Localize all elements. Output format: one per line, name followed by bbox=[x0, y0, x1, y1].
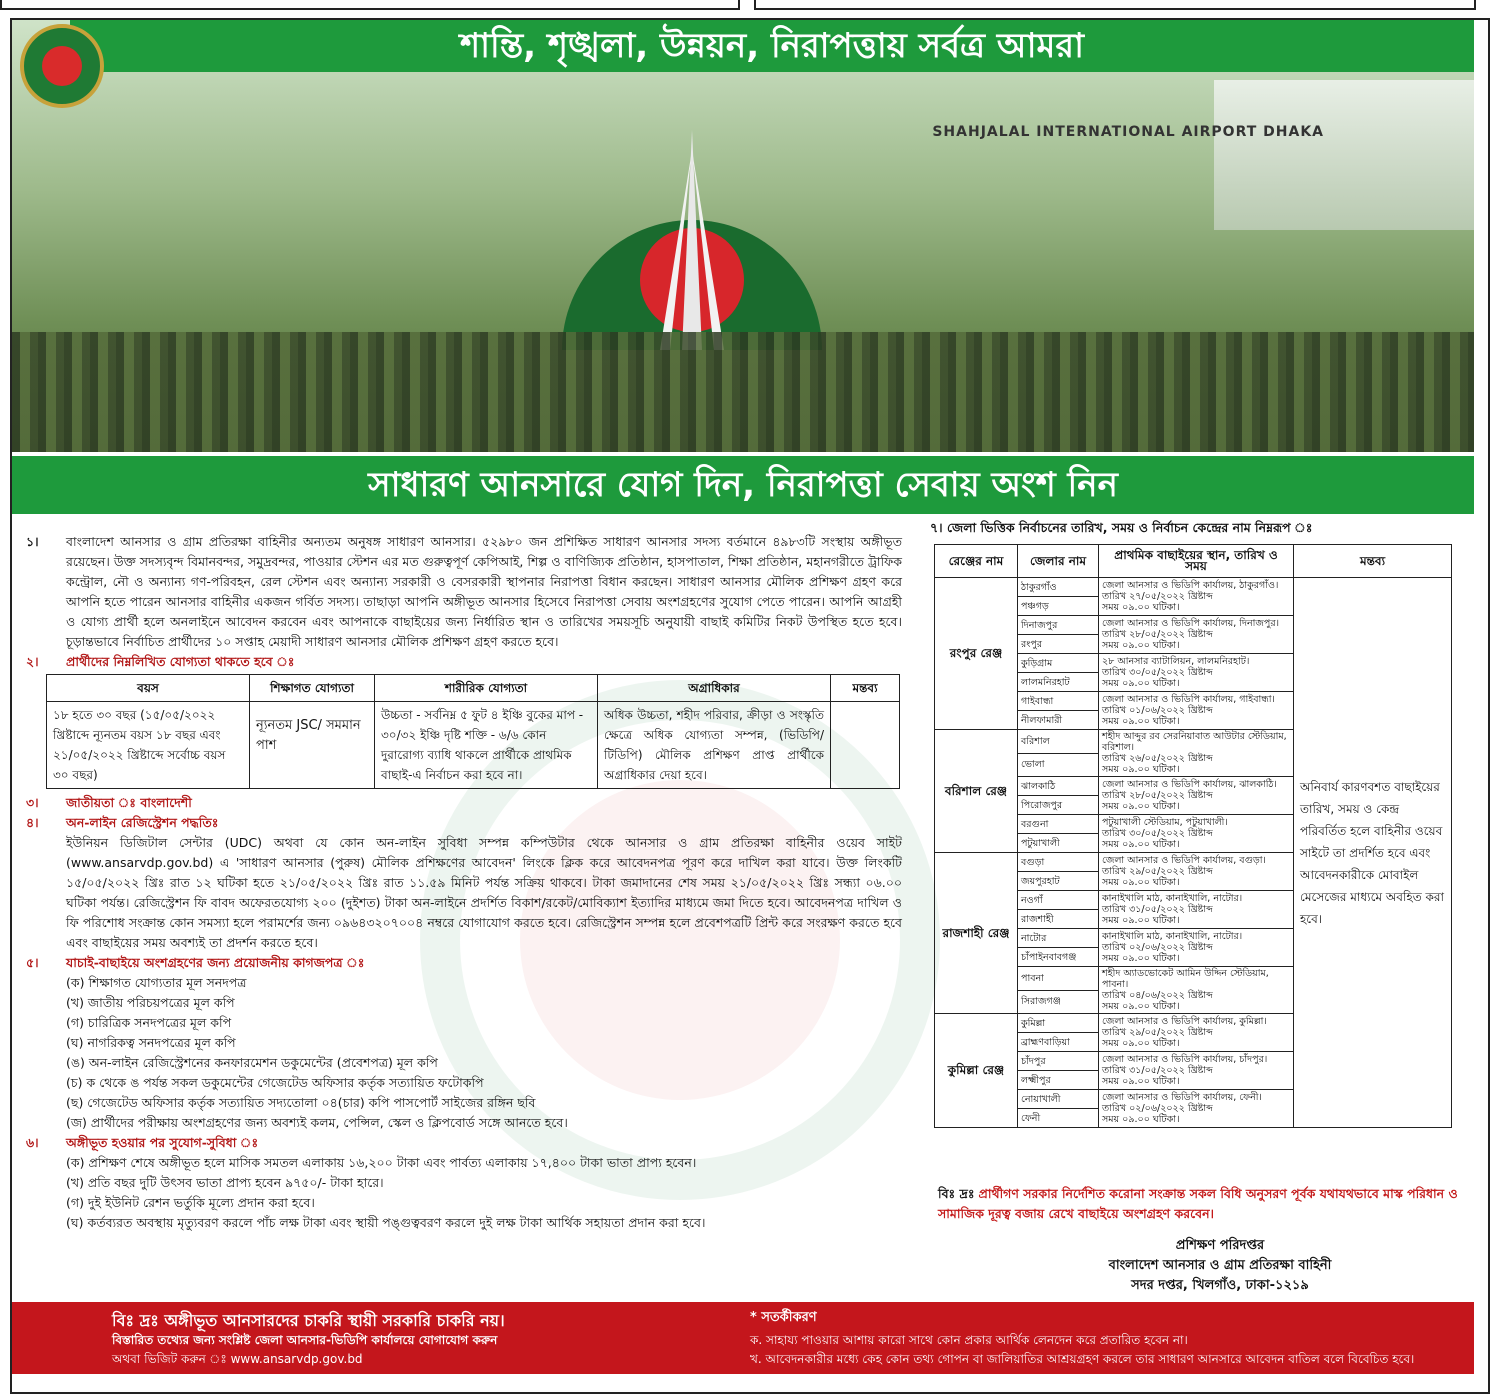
footer-contact: বিস্তারিত তথ্যের জন্য সংশ্লিষ্ট জেলা আনসার-ভিডিপি কার্যালয়ে যোগাযোগ করুন bbox=[112, 1333, 498, 1347]
schedule-remark: অনিবার্য কারণবশত বাছাইয়ের তারিখ, সময় ও কেন্দ্র পরিবর্তিত হলে বাহিনীর ওয়েব সাইটে তা প্রদর্শিত হবে এবং আবেদনকারীকে মোবাইল মেসেজের মাধ্যমে অবহিত করা হবে। bbox=[1294, 578, 1452, 1128]
col-range: রেঞ্জের নাম bbox=[935, 545, 1018, 578]
note-text: প্রার্থীগণ সরকার নির্দেশিত করোনা সংক্রান্ত সকল বিধি অনুসরণ পূর্বক যথাযথভাবে মাস্ক পরিধান ও সামাজিক দূরত্ব বজায় রেখে বাছাইয়ে অংশগ্রহণ করবেন। bbox=[938, 1186, 1458, 1221]
selection-venue bbox=[1099, 815, 1294, 853]
hero-image bbox=[12, 20, 1474, 452]
district-name: কুড়িগ্রাম bbox=[1018, 654, 1099, 673]
district-name: জয়পুরহাট bbox=[1018, 872, 1099, 891]
venue-date: তারিখ ৩১/০৫/২০২২ খ্রিষ্টাব্দ bbox=[1102, 904, 1213, 915]
venue-date: তারিখ ২৭/০৫/২০২২ খ্রিষ্টাব্দ bbox=[1102, 591, 1213, 602]
district-name: নাটোর bbox=[1018, 929, 1099, 948]
venue-time: সময় ০৯.০০ ঘটিকা। bbox=[1102, 678, 1180, 689]
section-5-heading bbox=[22, 953, 902, 973]
col-priority: অগ্রাধিকার bbox=[598, 675, 831, 702]
venue-date: তারিখ ২৯/০৫/২০২২ খ্রিষ্টাব্দ bbox=[1102, 1027, 1213, 1038]
district-name: পাবনা bbox=[1018, 967, 1099, 991]
signature-line-1: প্রশিক্ষণ পরিদপ্তর bbox=[1175, 1238, 1265, 1253]
range-name: রাজশাহী রেঞ্জ bbox=[935, 853, 1018, 1014]
selection-venue bbox=[1099, 692, 1294, 730]
district-name: নওগাঁ bbox=[1018, 891, 1099, 910]
selection-venue bbox=[1099, 777, 1294, 815]
section-3 bbox=[22, 793, 902, 813]
section-6-number: ৬। bbox=[26, 1135, 39, 1150]
venue-place: কানাইখালি মাঠ, কানাইখালি, নাটোর। bbox=[1102, 931, 1243, 942]
district-name: পঞ্চগড় bbox=[1018, 597, 1099, 616]
venue-place: কানাইখালি মাঠ, কানাইখালি, নাটোর। bbox=[1102, 893, 1243, 904]
venue-date: তারিখ ২৬/০৫/২০২২ খ্রিষ্টাব্দ bbox=[1102, 753, 1213, 764]
venue-date: তারিখ ৩০/০৫/২০২২ খ্রিষ্টাব্দ bbox=[1102, 667, 1213, 678]
selection-venue bbox=[1099, 853, 1294, 891]
venue-time: সময় ০৯.০০ ঘটিকা। bbox=[1102, 877, 1180, 888]
right-column bbox=[930, 520, 1466, 1128]
district-name: চাঁপাইনবাবগঞ্জ bbox=[1018, 948, 1099, 967]
selection-venue bbox=[1099, 967, 1294, 1014]
section-1-number: ১। bbox=[26, 534, 39, 549]
section-4-body bbox=[22, 833, 902, 953]
col-education: শিক্ষাগত যোগ্যতা bbox=[250, 675, 375, 702]
list-item: (ঘ) নাগরিকত্ব সনদপত্রের মূল কপি bbox=[66, 1035, 236, 1050]
district-name: চাঁদপুর bbox=[1018, 1052, 1099, 1071]
schedule-title: ৭। জেলা ভিত্তিক নির্বাচনের তারিখ, সময় ও নির্বাচন কেন্দ্রের নাম নিম্নরূপ ঃ bbox=[930, 520, 1313, 535]
venue-time: সময় ০৯.০০ ঘটিকা। bbox=[1102, 764, 1180, 775]
venue-place: শহীদ আব্দুর রব সেরনিয়াবাত আউটার স্টেডিয়াম, বরিশাল। bbox=[1102, 731, 1287, 753]
selection-venue bbox=[1099, 654, 1294, 692]
signature-line-2: বাংলাদেশ আনসার ও গ্রাম প্রতিরক্ষা বাহিনী bbox=[1108, 1258, 1332, 1273]
warning-title: * সতর্কীকরণ bbox=[750, 1310, 817, 1325]
physical-cell: উচ্চতা - সর্বনিম্ন ৫ ফুট ৪ ইঞ্চি বুকের মাপ - ৩০/৩২ ইঞ্চি দৃষ্টি শক্তি - ৬/৬ কোন দুরারোগ্য ব্যাধি থাকলে প্রার্থীকে প্রাথমিক বাছাই-এ নির্বাচন করা হবে না। bbox=[375, 702, 598, 789]
signature-line-3: সদর দপ্তর, খিলগাঁও, ঢাকা-১২১৯ bbox=[1131, 1278, 1309, 1293]
section-2-heading bbox=[22, 652, 902, 672]
venue-date: তারিখ ০১/০৬/২০২২ খ্রিষ্টাব্দ bbox=[1102, 705, 1213, 716]
venue-time: সময় ০৯.০০ ঘটিকা। bbox=[1102, 1001, 1180, 1012]
section-2-number: ২। bbox=[26, 654, 39, 669]
qualification-table bbox=[46, 674, 900, 789]
venue-place: জেলা আনসার ও ভিডিপি কার্যালয়, বগুড়া। bbox=[1102, 855, 1266, 866]
district-name: ব্রাহ্মণবাড়িয়া bbox=[1018, 1033, 1099, 1052]
venue-place: জেলা আনসার ও ভিডিপি কার্যালয়, ঝালকাঠি। bbox=[1102, 779, 1277, 790]
list-item: (ঙ) অন-লাইন রেজিস্ট্রেশনের কনফারমেশন ডকুমেন্টের (প্রবেশপত্র) মূল কপি bbox=[66, 1055, 438, 1070]
selection-venue bbox=[1099, 1014, 1294, 1052]
district-name: রংপুর bbox=[1018, 635, 1099, 654]
section-4-heading bbox=[22, 813, 902, 833]
venue-place: শহীদ অ্যাডভোকেট আমিন উদ্দিন স্টেডিয়াম, পাবনা। bbox=[1102, 968, 1269, 990]
venue-time: সময় ০৯.০০ ঘটিকা। bbox=[1102, 640, 1180, 651]
airport-sign: SHAHJALAL INTERNATIONAL AIRPORT DHAKA bbox=[932, 124, 1324, 140]
col-district: জেলার নাম bbox=[1018, 545, 1099, 578]
venue-time: সময় ০৯.০০ ঘটিকা। bbox=[1102, 1076, 1180, 1087]
selection-venue bbox=[1099, 1052, 1294, 1090]
benefits-list bbox=[22, 1153, 902, 1233]
selection-venue bbox=[1099, 616, 1294, 654]
venue-place: ২৮ আনসার ব্যাটালিয়ন, লালমনিরহাট। bbox=[1102, 656, 1250, 667]
list-item: (ছ) গেজেটেড অফিসার কর্তৃক সত্যায়িত সদ্যতোলা ০৪(চার) কপি পাসপোর্ট সাইজের রঙ্গিন ছবি bbox=[66, 1095, 536, 1110]
national-monument-illustration bbox=[542, 130, 842, 350]
venue-date: তারিখ ২৮/০৫/২০২২ খ্রিষ্টাব্দ bbox=[1102, 790, 1213, 801]
district-name: বরিশাল bbox=[1018, 730, 1099, 754]
signature-block bbox=[1070, 1236, 1370, 1296]
left-column bbox=[22, 532, 902, 1233]
district-name: দিনাজপুর bbox=[1018, 616, 1099, 635]
list-item: (জ) প্রার্থীদের পরীক্ষায় অংশগ্রহণের জন্য অবশ্যই কলম, পেন্সিল, স্কেল ও ক্লিপবোর্ড সঙ্গে আনতে হবে। bbox=[66, 1115, 568, 1130]
range-name: কুমিল্লা রেঞ্জ bbox=[935, 1014, 1018, 1128]
list-item: (চ) ক থেকে ঙ পর্যন্ত সকল ডকুমেন্টের গেজেটেড অফিসার কর্তৃক সত্যায়িত ফটোকপি bbox=[66, 1075, 484, 1090]
venue-time: সময় ০৯.০০ ঘটিকা। bbox=[1102, 1114, 1180, 1125]
district-name: ঝালকাঠি bbox=[1018, 777, 1099, 796]
selection-venue bbox=[1099, 730, 1294, 777]
warning-item-1: ক. সাহায্য পাওয়ার আশায় কারো সাথে কোন প্রকার আর্থিক লেনদেন করে প্রতারিত হবেন না। bbox=[750, 1333, 1188, 1347]
selection-venue bbox=[1099, 891, 1294, 929]
venue-place: জেলা আনসার ও ভিডিপি কার্যালয়, গাইবান্ধা। bbox=[1102, 694, 1275, 705]
section-5-title: যাচাই-বাছাইয়ে অংশগ্রহণের জন্য প্রয়োজনীয় কাগজপত্র ঃ bbox=[66, 955, 365, 970]
list-item: (ঘ) কর্তব্যরত অবস্থায় মৃত্যুবরণ করলে পাঁচ লক্ষ টাকা এবং স্থায়ী পঙ্গুত্ববরণ করলে দুই লক্ষ টাকা আর্থিক সহায়তা প্রদান করা হবে। bbox=[66, 1215, 706, 1230]
venue-date: তারিখ ৩১/০৫/২০২২ খ্রিষ্টাব্দ bbox=[1102, 1065, 1213, 1076]
remark-cell bbox=[831, 702, 900, 789]
section-6-title: অঙ্গীভূত হওয়ার পর সুযোগ-সুবিধা ঃ bbox=[66, 1135, 259, 1150]
selection-venue bbox=[1099, 1090, 1294, 1128]
venue-date: তারিখ ০৪/০৬/২০২২ খ্রিষ্টাব্দ bbox=[1102, 990, 1213, 1001]
venue-date: তারিখ ৩০/০৫/২০২২ খ্রিষ্টাব্দ bbox=[1102, 828, 1213, 839]
list-item: (গ) চারিত্রিক সনদপত্রের মূল কপি bbox=[66, 1015, 232, 1030]
col-place: প্রাথমিক বাছাইয়ের স্থান, তারিখ ও সময় bbox=[1099, 545, 1294, 578]
venue-place: জেলা আনসার ও ভিডিপি কার্যালয়, কুমিল্লা। bbox=[1102, 1016, 1267, 1027]
venue-place: জেলা আনসার ও ভিডিপি কার্যালয়, চাঁদপুর। bbox=[1102, 1054, 1268, 1065]
venue-time: সময় ০৯.০০ ঘটিকা। bbox=[1102, 602, 1180, 613]
venue-time: সময় ০৯.০০ ঘটিকা। bbox=[1102, 716, 1180, 727]
footer-website[interactable]: অথবা ভিজিট করুন ঃ www.ansarvdp.gov.bd bbox=[112, 1352, 363, 1366]
district-name: পিরোজপুর bbox=[1018, 796, 1099, 815]
district-name: ভোলা bbox=[1018, 753, 1099, 777]
venue-time: সময় ০৯.০০ ঘটিকা। bbox=[1102, 839, 1180, 850]
airport-backdrop bbox=[1214, 80, 1474, 230]
district-name: লক্ষ্মীপুর bbox=[1018, 1071, 1099, 1090]
venue-time: সময় ০৯.০০ ঘটিকা। bbox=[1102, 953, 1180, 964]
district-name: বরগুনা bbox=[1018, 815, 1099, 834]
venue-place: জেলা আনসার ও ভিডিপি কার্যালয়, দিনাজপুর। bbox=[1102, 618, 1279, 629]
col-schedule-remark: মন্তব্য bbox=[1294, 545, 1452, 578]
list-item: (ক) প্রশিক্ষণ শেষে অঙ্গীভূত হলে মাসিক সমতল এলাকায় ১৬,২০০ টাকা এবং পার্বত্য এলাকায় ১৭,৪০০ টাকা ভাতা প্রাপ্য হবেন। bbox=[66, 1155, 697, 1170]
required-documents-list bbox=[22, 973, 902, 1133]
footer-banner bbox=[12, 1302, 1474, 1374]
venue-place: জেলা আনসার ও ভিডিপি কার্যালয়, ফেনী। bbox=[1102, 1092, 1262, 1103]
venue-date: তারিখ ০২/০৬/২০২২ খ্রিষ্টাব্দ bbox=[1102, 942, 1213, 953]
footer-notice: বিঃ দ্রঃ অঙ্গীভূত আনসারদের চাকরি স্থায়ী সরকারি চাকরি নয়। bbox=[112, 1311, 505, 1330]
venue-date: তারিখ ২৮/০৫/২০২২ খ্রিষ্টাব্দ bbox=[1102, 629, 1213, 640]
district-name: রাজশাহী bbox=[1018, 910, 1099, 929]
district-name: পটুয়াখালী bbox=[1018, 834, 1099, 853]
selection-venue bbox=[1099, 578, 1294, 616]
section-4-number: ৪। bbox=[26, 815, 39, 830]
district-name: বগুড়া bbox=[1018, 853, 1099, 872]
list-item: (খ) প্রতি বছর দুটি উৎসব ভাতা প্রাপ্য হবেন ৯৭৫০/- টাকা হারে। bbox=[66, 1175, 384, 1190]
table-row bbox=[935, 578, 1452, 597]
warning-item-2: খ. আবেদনকারীর মধ্যে কেহ কোন তথ্য গোপন বা জালিয়াতির আশ্রয়গ্রহণ করলে তার সাধারণ আনসারে আবেদন বাতিল বলে বিবেচিত হবে। bbox=[750, 1352, 1415, 1366]
venue-place: পটুয়াখালী স্টেডিয়াম, পটুয়াখালী। bbox=[1102, 817, 1228, 828]
section-1 bbox=[22, 532, 902, 652]
district-name: লালমনিরহাট bbox=[1018, 673, 1099, 692]
priority-cell: অধিক উচ্চতা, শহীদ পরিবার, ক্রীড়া ও সংস্কৃতি ক্ষেত্রে অধিক যোগ্যতা সম্পন্ন, (ভিডিপি/টিডিপি) মৌলিক প্রশিক্ষণ প্রাপ্ত প্রার্থীকে অগ্রাধিকার দেয়া হবে। bbox=[598, 702, 831, 789]
top-strip bbox=[0, 0, 1500, 10]
district-name: সিরাজগঞ্জ bbox=[1018, 990, 1099, 1014]
parade-crowd bbox=[12, 332, 1474, 452]
age-cell: ১৮ হতে ৩০ বছর (১৫/০৫/২০২২ খ্রিষ্টাব্দে ন্যূনতম বয়স ১৮ বছর এবং ২১/০৫/২০২২ খ্রিষ্টাব্দে সর্বোচ্চ বয়স ৩০ বছর) bbox=[47, 702, 250, 789]
section-6-heading bbox=[22, 1133, 902, 1153]
section-4-title: অন-লাইন রেজিস্ট্রেশন পদ্ধতিঃ bbox=[66, 815, 219, 830]
venue-time: সময় ০৯.০০ ঘটিকা। bbox=[1102, 801, 1180, 812]
district-name: নীলফামারী bbox=[1018, 711, 1099, 730]
section-4-text: ইউনিয়ন ডিজিটাল সেন্টার (UDC) অথবা যে কোন অন-লাইন সুবিধা সম্পন্ন কম্পিউটার থেকে আনসার ও গ্রাম প্রতিরক্ষা বাহিনীর ওয়েব সাইট (www.ansarvdp.gov.bd) এ 'সাধারণ আনসার (পুরুষ) মৌলিক প্রশিক্ষণের আবেদন' লিংকে ক্লিক করে আবেদনপত্র পূরণ করে দাখিল করা যাবে। উক্ত লিংকটি ১৫/০৫/২০২২ খ্রিঃ রাত ১২ ঘটিকা হতে ২১/০৫/২০২২ খ্রিঃ রাত ১১.৫৯ মিনিট পর্যন্ত সক্রিয় থাকবে। টাকা জমাদানের শেষ সময় ২১/০৫/২০২২ খ্রিঃ সন্ধ্যা ০৬.০০ ঘটিকা পর্যন্ত। রেজিস্ট্রেশন ফি বাবদ অফেরতযোগ্য ২০০ (দুইশত) টাকা অন-লাইনে প্রদর্শিত বিকাশ/রকেট/মোবিক্যাশ ইত্যাদির মাধ্যমে জমা দিতে হবে। আবেদনপত্র দাখিল ও ফি পরিশোধ সংক্রান্ত কোন সমস্যা হলে পরামর্শের জন্য ০৯৬৪৩২০৭০০৪ নম্বরে যোগাযোগ করতে হবে। রেজিস্ট্রেশন সম্পন্ন হলে প্রবেশপত্রটি প্রিন্ট করে সংরক্ষণ করতে হবে এবং বাছাইয়ের সময় অবশ্যই তা প্রদর্শন করতে হবে। bbox=[66, 835, 902, 950]
section-2-title: প্রার্থীদের নিম্নলিখিত যোগ্যতা থাকতে হবে ঃ bbox=[66, 654, 295, 669]
district-name: ঠাকুরগাঁও bbox=[1018, 578, 1099, 597]
range-name: রংপুর রেঞ্জ bbox=[935, 578, 1018, 730]
venue-time: সময় ০৯.০০ ঘটিকা। bbox=[1102, 1038, 1180, 1049]
section-5-number: ৫। bbox=[26, 955, 39, 970]
venue-place: জেলা আনসার ও ভিডিপি কার্যালয়, ঠাকুরগাঁও। bbox=[1102, 580, 1279, 591]
col-age: বয়স bbox=[47, 675, 250, 702]
education-cell: ন্যূনতম JSC/ সমমান পাশ bbox=[250, 702, 375, 789]
col-remark: মন্তব্য bbox=[831, 675, 900, 702]
schedule-table bbox=[934, 544, 1452, 1128]
district-name: কুমিল্লা bbox=[1018, 1014, 1099, 1033]
slogan-banner: শান্তি, শৃঙ্খলা, উন্নয়ন, নিরাপত্তায় সর্বত্র আমরা bbox=[70, 20, 1474, 72]
col-physical: শারীরিক যোগ্যতা bbox=[375, 675, 598, 702]
section-1-text: বাংলাদেশ আনসার ও গ্রাম প্রতিরক্ষা বাহিনীর অন্যতম অনুষঙ্গ সাধারণ আনসার। ৫২৯৮০ জন প্রশিক্ষিত সাধারণ আনসার সদস্য বর্তমানে ৪৯৮৩টি সংস্থায় অঙ্গীভূত রয়েছেন। উক্ত সদস্যবৃন্দ বিমানবন্দর, সমুদ্রবন্দর, পাওয়ার স্টেশন এর মত গুরুত্বপূর্ণ কেপিআই, শিল্প ও বাণিজ্যিক প্রতিষ্ঠান, হাসপাতাল, শিক্ষা প্রতিষ্ঠান, মহানগরীতে ট্রাফিক কন্ট্রোল, নৌ ও অন্যান্য গণ-পরিবহন, রেল স্টেশন এবং অন্যান্য সরকারী ও বেসরকারী স্থাপনার নিরাপত্তা বিধান করছেন। সাধারণ আনসার মৌলিক প্রশিক্ষণ গ্রহণ করে আপনি হতে পারেন আনসার বাহিনীর একজন গর্বিত সদস্য। তাছাড়া আপনি অঙ্গীভূত আনসার হিসেবে নিরাপত্তা সেবায় অংশগ্রহণের সুযোগ পেতে পারেন। আপনি আগ্রহী ও যোগ্য প্রার্থী হলে অনলাইনে আবেদন করবেন এবং আপনাকে বাছাইয়ের জন্য নির্ধারিত স্থান ও তারিখের সময়সূচি অনুযায়ী বাছাই কমিটির নিকট উপস্থিত হতে হবে। চূড়ান্তভাবে নির্বাচিত প্রার্থীদের ১০ সপ্তাহ মেয়াদী সাধারণ আনসার মৌলিক প্রশিক্ষণ গ্রহণ করতে হবে। bbox=[66, 534, 902, 649]
venue-date: তারিখ ২৯/০৫/২০২২ খ্রিষ্টাব্দ bbox=[1102, 866, 1213, 877]
subtitle-banner: সাধারণ আনসারে যোগ দিন, নিরাপত্তা সেবায় অংশ নিন bbox=[12, 456, 1474, 514]
list-item: (গ) দুই ইউনিট রেশন ভর্তুকি মূল্যে প্রদান করা হবে। bbox=[66, 1195, 315, 1210]
list-item: (খ) জাতীয় পরিচয়পত্রের মূল কপি bbox=[66, 995, 235, 1010]
district-name: গাইবান্ধা bbox=[1018, 692, 1099, 711]
range-name: বরিশাল রেঞ্জ bbox=[935, 730, 1018, 853]
district-name: নোয়াখালী bbox=[1018, 1090, 1099, 1109]
ansar-vdp-logo bbox=[20, 24, 104, 108]
district-name: ফেনী bbox=[1018, 1109, 1099, 1128]
covid-note bbox=[938, 1184, 1468, 1224]
venue-date: তারিখ ০২/০৬/২০২২ খ্রিষ্টাব্দ bbox=[1102, 1103, 1213, 1114]
section-3-text: জাতীয়তা ঃ বাংলাদেশী bbox=[66, 795, 192, 810]
section-3-number: ৩। bbox=[26, 795, 39, 810]
note-label: বিঃ দ্রঃ bbox=[938, 1186, 975, 1201]
list-item: (ক) শিক্ষাগত যোগ্যতার মূল সনদপত্র bbox=[66, 975, 247, 990]
selection-venue bbox=[1099, 929, 1294, 967]
venue-time: সময় ০৯.০০ ঘটিকা। bbox=[1102, 915, 1180, 926]
